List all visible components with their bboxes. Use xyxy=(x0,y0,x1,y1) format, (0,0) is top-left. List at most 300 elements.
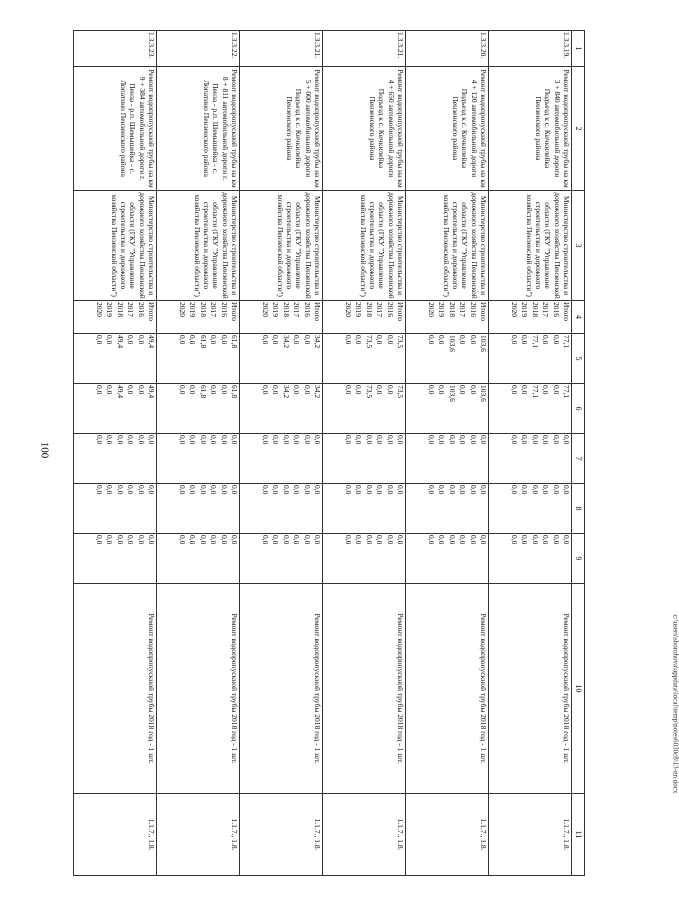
amount-cell-group xyxy=(406,334,489,384)
year-cell: Итого xyxy=(396,302,405,321)
year-cell: 2020 xyxy=(343,302,353,317)
amount-cell: 0,0 xyxy=(302,485,312,495)
year-cell: 2019 xyxy=(437,302,447,317)
year-cell-group xyxy=(406,301,489,334)
amount-cell: 0,0 xyxy=(343,335,353,345)
amount-cell-group xyxy=(74,334,157,384)
header-cell: 2 xyxy=(572,67,585,191)
amount-cell: 0,0 xyxy=(364,485,374,495)
amount-cell-group xyxy=(406,384,489,434)
amount-cell: 0,0 xyxy=(136,485,146,495)
item-description-cell: Ремонт водопропускной трубы на км 4 + 120 автомобильной дороги Подъезд к с. Кичкилейка Пензенского района xyxy=(406,67,489,191)
amount-cell: 0,0 xyxy=(354,535,364,545)
amount-cell: 0,0 xyxy=(198,535,208,545)
amount-cell: 61,8 xyxy=(230,385,239,399)
amount-cell: 0,0 xyxy=(468,535,478,545)
amount-cell: 0,0 xyxy=(530,535,540,545)
amount-cell: 103,6 xyxy=(479,335,488,352)
amount-cell: 0,0 xyxy=(520,485,530,495)
year-cell-group xyxy=(489,301,572,334)
amount-cell: 0,0 xyxy=(271,385,281,395)
header-cell: 6 xyxy=(572,384,585,434)
year-cell: 2017 xyxy=(126,302,136,317)
amount-cell: 0,0 xyxy=(260,335,270,345)
amount-cell: 0,0 xyxy=(302,435,312,445)
amount-cell: 0,0 xyxy=(551,335,561,345)
year-cell: 2020 xyxy=(260,302,270,317)
result-cell: Ремонт водопропускной трубы 2018 год - 1 шт. xyxy=(489,584,572,794)
table-row xyxy=(74,31,157,876)
header-cell: 5 xyxy=(572,334,585,384)
amount-cell: 0,0 xyxy=(468,335,478,345)
table-body xyxy=(74,31,585,876)
indicators-cell: 1.1.7., 1.8. xyxy=(157,794,240,876)
amount-cell: 0,0 xyxy=(94,485,104,495)
amount-cell: 49,4 xyxy=(115,335,125,349)
item-description-cell: Ремонт водопропускной трубы на км 5 + 000 автомобильной дороги Подъезд к с. Кичкилейка Пензенского района xyxy=(240,67,323,191)
year-cell: 2018 xyxy=(281,302,291,317)
amount-cell: 0,0 xyxy=(292,485,302,495)
amount-cell: 0,0 xyxy=(541,435,551,445)
amount-cell: 0,0 xyxy=(136,535,146,545)
amount-cell: 0,0 xyxy=(302,335,312,345)
amount-cell: 0,0 xyxy=(198,435,208,445)
year-cell: 2016 xyxy=(551,302,561,317)
item-code-cell: 1.3.3.23. xyxy=(74,31,157,67)
amount-cell: 0,0 xyxy=(188,535,198,545)
amount-cell: 0,0 xyxy=(354,485,364,495)
amount-cell: 49,4 xyxy=(147,385,156,399)
amount-cell: 0,0 xyxy=(126,485,136,495)
year-cell: 2020 xyxy=(177,302,187,317)
year-cell: Итого xyxy=(562,302,571,321)
amount-cell: 0,0 xyxy=(147,535,156,545)
amount-cell: 73,5 xyxy=(364,335,374,349)
header-cell: 3 xyxy=(572,191,585,301)
executor-cell: Министерство строительства и дорожного хозяйства Пензенской области (ГКУ "Управление строительства и дорожного хозяйства Пензенской области") xyxy=(489,191,572,301)
amount-cell: 0,0 xyxy=(136,335,146,345)
amount-cell: 0,0 xyxy=(292,335,302,345)
amount-cell: 34,2 xyxy=(313,385,322,399)
item-description-cell: Ремонт водопропускной трубы на км 8 + 811 автомобильной дороги г. Пенза - р.п. Шемышейка - с. Лопатино Пензенского района xyxy=(157,67,240,191)
year-cell: 2016 xyxy=(302,302,312,317)
header-cell: 11 xyxy=(572,794,585,876)
amount-cell: 0,0 xyxy=(437,535,447,545)
amount-cell: 0,0 xyxy=(396,485,405,495)
result-cell: Ремонт водопропускной трубы 2018 год - 1 шт. xyxy=(406,584,489,794)
amount-cell: 0,0 xyxy=(479,435,488,445)
amount-cell: 0,0 xyxy=(313,485,322,495)
amount-cell: 0,0 xyxy=(541,485,551,495)
year-cell: 2017 xyxy=(458,302,468,317)
indicators-cell: 1.1.7., 1.8. xyxy=(323,794,406,876)
amount-cell: 34,2 xyxy=(313,335,322,349)
amount-cell: 0,0 xyxy=(426,385,436,395)
amount-cell: 0,0 xyxy=(396,535,405,545)
amount-cell: 73,5 xyxy=(396,335,405,349)
amount-cell: 34,2 xyxy=(281,385,291,399)
table-row xyxy=(489,31,572,876)
year-cell: 2016 xyxy=(385,302,395,317)
amount-cell: 0,0 xyxy=(292,385,302,395)
amount-cell-group xyxy=(240,434,323,484)
amount-cell: 0,0 xyxy=(94,385,104,395)
amount-cell: 0,0 xyxy=(281,435,291,445)
amount-cell: 0,0 xyxy=(562,485,571,495)
year-cell: 2019 xyxy=(354,302,364,317)
amount-cell: 77,1 xyxy=(530,385,540,399)
result-cell: Ремонт водопропускной трубы 2018 год - 1 шт. xyxy=(157,584,240,794)
result-cell: Ремонт водопропускной трубы 2018 год - 1 шт. xyxy=(240,584,323,794)
amount-cell: 77,1 xyxy=(562,385,571,399)
amount-cell: 0,0 xyxy=(313,435,322,445)
amount-cell: 0,0 xyxy=(136,385,146,395)
amount-cell-group xyxy=(74,434,157,484)
amount-cell: 0,0 xyxy=(105,435,115,445)
amount-cell: 0,0 xyxy=(520,335,530,345)
amount-cell-group xyxy=(157,384,240,434)
amount-cell: 0,0 xyxy=(458,535,468,545)
amount-cell: 0,0 xyxy=(375,335,385,345)
amount-cell: 61,8 xyxy=(198,385,208,399)
amount-cell-group xyxy=(240,334,323,384)
result-cell: Ремонт водопропускной трубы 2018 год - 1 шт. xyxy=(323,584,406,794)
item-code-cell: 1.3.3.21. xyxy=(240,31,323,67)
amount-cell: 0,0 xyxy=(126,335,136,345)
amount-cell: 0,0 xyxy=(343,485,353,495)
amount-cell: 0,0 xyxy=(271,535,281,545)
amount-cell-group xyxy=(240,534,323,584)
amount-cell: 0,0 xyxy=(292,435,302,445)
amount-cell: 0,0 xyxy=(509,535,519,545)
amount-cell: 0,0 xyxy=(458,435,468,445)
year-cell: 2018 xyxy=(364,302,374,317)
amount-cell: 0,0 xyxy=(188,385,198,395)
amount-cell: 0,0 xyxy=(426,535,436,545)
amount-cell: 0,0 xyxy=(385,485,395,495)
amount-cell: 0,0 xyxy=(209,435,219,445)
executor-cell: Министерство строительства и дорожного хозяйства Пензенской области (ГКУ "Управление строительства и дорожного хозяйства Пензенской области") xyxy=(157,191,240,301)
year-cell: Итого xyxy=(479,302,488,321)
year-cell: 2019 xyxy=(188,302,198,317)
executor-cell: Министерство строительства и дорожного хозяйства Пензенской области (ГКУ "Управление строительства и дорожного хозяйства Пензенской области") xyxy=(406,191,489,301)
amount-cell: 0,0 xyxy=(468,485,478,495)
amount-cell: 0,0 xyxy=(562,435,571,445)
amount-cell: 0,0 xyxy=(126,385,136,395)
amount-cell: 0,0 xyxy=(520,385,530,395)
header-cell: 7 xyxy=(572,434,585,484)
year-cell: 2020 xyxy=(509,302,519,317)
amount-cell: 103,6 xyxy=(447,335,457,352)
amount-cell: 0,0 xyxy=(115,485,125,495)
amount-cell: 0,0 xyxy=(354,335,364,345)
amount-cell: 0,0 xyxy=(260,485,270,495)
amount-cell: 0,0 xyxy=(188,435,198,445)
amount-cell-group xyxy=(406,484,489,534)
amount-cell-group xyxy=(323,434,406,484)
amount-cell: 0,0 xyxy=(126,535,136,545)
table-row xyxy=(240,31,323,876)
indicators-cell: 1.1.7., 1.8. xyxy=(489,794,572,876)
amount-cell: 0,0 xyxy=(209,535,219,545)
amount-cell: 0,0 xyxy=(271,485,281,495)
amount-cell: 0,0 xyxy=(219,335,229,345)
table-row xyxy=(406,31,489,876)
table-container xyxy=(75,30,585,875)
amount-cell: 0,0 xyxy=(509,485,519,495)
amount-cell: 0,0 xyxy=(447,485,457,495)
year-cell: 2019 xyxy=(105,302,115,317)
year-cell: 2016 xyxy=(136,302,146,317)
amount-cell: 0,0 xyxy=(147,485,156,495)
amount-cell-group xyxy=(489,334,572,384)
amount-cell: 0,0 xyxy=(375,385,385,395)
amount-cell: 0,0 xyxy=(509,335,519,345)
amount-cell: 0,0 xyxy=(219,385,229,395)
amount-cell-group xyxy=(323,334,406,384)
amount-cell: 61,8 xyxy=(230,335,239,349)
rotated-table-area xyxy=(75,30,585,875)
amount-cell: 0,0 xyxy=(385,385,395,395)
amount-cell: 0,0 xyxy=(479,485,488,495)
amount-cell: 0,0 xyxy=(458,335,468,345)
amount-cell: 0,0 xyxy=(177,485,187,495)
year-cell: 2020 xyxy=(426,302,436,317)
header-cell: 8 xyxy=(572,484,585,534)
amount-cell: 0,0 xyxy=(437,435,447,445)
amount-cell-group xyxy=(157,484,240,534)
table-row xyxy=(323,31,406,876)
amount-cell-group xyxy=(406,534,489,584)
item-code-cell: 1.3.3.22. xyxy=(157,31,240,67)
amount-cell: 0,0 xyxy=(177,385,187,395)
year-cell-group xyxy=(157,301,240,334)
amount-cell: 0,0 xyxy=(354,435,364,445)
page-number: 100 xyxy=(38,441,51,459)
amount-cell: 77,1 xyxy=(562,335,571,349)
amount-cell: 49,4 xyxy=(115,385,125,399)
amount-cell-group xyxy=(74,534,157,584)
year-cell: 2019 xyxy=(271,302,281,317)
amount-cell: 0,0 xyxy=(458,485,468,495)
amount-cell: 0,0 xyxy=(364,535,374,545)
amount-cell-group xyxy=(240,484,323,534)
amount-cell: 0,0 xyxy=(426,335,436,345)
amount-cell: 0,0 xyxy=(541,385,551,395)
amount-cell: 0,0 xyxy=(437,385,447,395)
amount-cell: 0,0 xyxy=(520,435,530,445)
amount-cell: 0,0 xyxy=(281,485,291,495)
amount-cell-group xyxy=(157,434,240,484)
amount-cell: 0,0 xyxy=(94,435,104,445)
amount-cell: 0,0 xyxy=(313,535,322,545)
year-cell: Итого xyxy=(147,302,156,321)
amount-cell: 0,0 xyxy=(343,435,353,445)
amount-cell: 0,0 xyxy=(530,435,540,445)
amount-cell: 0,0 xyxy=(343,535,353,545)
year-cell-group xyxy=(74,301,157,334)
item-code-cell: 1.3.3.21. xyxy=(323,31,406,67)
amount-cell: 77,1 xyxy=(530,335,540,349)
amount-cell-group xyxy=(323,534,406,584)
file-path-footer: c:\users\shorohova\appdata\local\temp\notes6030c8\13-nn.docx xyxy=(671,614,679,794)
year-cell: 2017 xyxy=(541,302,551,317)
amount-cell-group xyxy=(323,484,406,534)
indicators-cell: 1.1.7., 1.8. xyxy=(74,794,157,876)
amount-cell: 0,0 xyxy=(437,335,447,345)
amount-cell: 0,0 xyxy=(177,535,187,545)
year-cell: 2018 xyxy=(198,302,208,317)
amount-cell: 0,0 xyxy=(385,535,395,545)
amount-cell: 0,0 xyxy=(468,435,478,445)
amount-cell-group xyxy=(74,484,157,534)
amount-cell: 73,5 xyxy=(364,385,374,399)
amount-cell: 0,0 xyxy=(468,385,478,395)
amount-cell-group xyxy=(406,434,489,484)
amount-cell: 0,0 xyxy=(437,485,447,495)
year-cell: 2018 xyxy=(115,302,125,317)
amount-cell: 0,0 xyxy=(188,335,198,345)
amount-cell: 0,0 xyxy=(177,435,187,445)
amount-cell-group xyxy=(74,384,157,434)
amount-cell: 0,0 xyxy=(354,385,364,395)
amount-cell: 0,0 xyxy=(375,435,385,445)
amount-cell: 0,0 xyxy=(551,535,561,545)
amount-cell: 0,0 xyxy=(115,435,125,445)
amount-cell: 0,0 xyxy=(375,535,385,545)
amount-cell-group xyxy=(489,384,572,434)
executor-cell: Министерство строительства и дорожного хозяйства Пензенской области (ГКУ "Управление строительства и дорожного хозяйства Пензенской области") xyxy=(74,191,157,301)
header-row xyxy=(572,31,585,876)
amount-cell: 0,0 xyxy=(198,485,208,495)
program-table xyxy=(73,30,585,876)
amount-cell: 0,0 xyxy=(541,535,551,545)
amount-cell: 0,0 xyxy=(136,435,146,445)
indicators-cell: 1.1.7., 1.8. xyxy=(406,794,489,876)
amount-cell: 0,0 xyxy=(115,535,125,545)
amount-cell: 0,0 xyxy=(260,385,270,395)
amount-cell-group xyxy=(157,534,240,584)
amount-cell: 0,0 xyxy=(551,385,561,395)
amount-cell: 0,0 xyxy=(260,535,270,545)
amount-cell: 0,0 xyxy=(551,485,561,495)
year-cell: 2016 xyxy=(219,302,229,317)
amount-cell: 0,0 xyxy=(105,385,115,395)
amount-cell: 0,0 xyxy=(375,485,385,495)
amount-cell: 0,0 xyxy=(396,435,405,445)
amount-cell: 0,0 xyxy=(541,335,551,345)
year-cell: 2017 xyxy=(292,302,302,317)
amount-cell: 103,6 xyxy=(479,385,488,402)
amount-cell: 0,0 xyxy=(219,485,229,495)
year-cell: 2016 xyxy=(468,302,478,317)
amount-cell: 0,0 xyxy=(458,385,468,395)
amount-cell: 0,0 xyxy=(219,535,229,545)
year-cell-group xyxy=(323,301,406,334)
item-description-cell: Ремонт водопропускной трубы на км 3 + 840 автомобильной дороги Подъезд к с. Кичкилейка Пензенского района xyxy=(489,67,572,191)
amount-cell: 0,0 xyxy=(230,485,239,495)
amount-cell: 0,0 xyxy=(209,485,219,495)
amount-cell: 0,0 xyxy=(105,485,115,495)
amount-cell: 0,0 xyxy=(302,385,312,395)
header-cell: 10 xyxy=(572,584,585,794)
amount-cell: 0,0 xyxy=(209,385,219,395)
amount-cell: 0,0 xyxy=(509,435,519,445)
year-cell: 2018 xyxy=(447,302,457,317)
amount-cell: 0,0 xyxy=(94,535,104,545)
amount-cell: 0,0 xyxy=(509,385,519,395)
amount-cell: 73,5 xyxy=(396,385,405,399)
amount-cell-group xyxy=(240,384,323,434)
amount-cell: 0,0 xyxy=(530,485,540,495)
amount-cell: 61,8 xyxy=(198,335,208,349)
indicators-cell: 1.1.7., 1.8. xyxy=(240,794,323,876)
table-row xyxy=(157,31,240,876)
item-code-cell: 1.3.3.19. xyxy=(489,31,572,67)
result-cell: Ремонт водопропускной трубы 2018 год - 1 шт. xyxy=(74,584,157,794)
year-cell: 2020 xyxy=(94,302,104,317)
amount-cell: 0,0 xyxy=(260,435,270,445)
amount-cell: 0,0 xyxy=(219,435,229,445)
year-cell-group xyxy=(240,301,323,334)
amount-cell: 34,2 xyxy=(281,335,291,349)
amount-cell: 0,0 xyxy=(94,335,104,345)
item-code-cell: 1.3.3.20. xyxy=(406,31,489,67)
amount-cell: 0,0 xyxy=(479,535,488,545)
amount-cell: 0,0 xyxy=(447,435,457,445)
amount-cell: 0,0 xyxy=(562,535,571,545)
header-cell: 1 xyxy=(572,31,585,67)
amount-cell: 0,0 xyxy=(271,335,281,345)
amount-cell: 0,0 xyxy=(105,535,115,545)
amount-cell-group xyxy=(323,384,406,434)
item-description-cell: Ремонт водопропускной трубы на км 9 + 384 автомобильной дороги г. Пенза - р.п. Шемышейка - с. Лопатино Пензенского района xyxy=(74,67,157,191)
amount-cell: 103,6 xyxy=(447,385,457,402)
executor-cell: Министерство строительства и дорожного хозяйства Пензенской области (ГКУ "Управление строительства и дорожного хозяйства Пензенской области") xyxy=(240,191,323,301)
year-cell: 2017 xyxy=(209,302,219,317)
header-cell: 4 xyxy=(572,301,585,334)
amount-cell: 0,0 xyxy=(302,535,312,545)
amount-cell: 0,0 xyxy=(426,435,436,445)
amount-cell-group xyxy=(157,334,240,384)
header-cell: 9 xyxy=(572,534,585,584)
amount-cell: 0,0 xyxy=(343,385,353,395)
amount-cell: 0,0 xyxy=(126,435,136,445)
amount-cell: 0,0 xyxy=(551,435,561,445)
amount-cell: 0,0 xyxy=(271,435,281,445)
amount-cell: 0,0 xyxy=(230,535,239,545)
amount-cell: 0,0 xyxy=(188,485,198,495)
amount-cell: 0,0 xyxy=(177,335,187,345)
amount-cell-group xyxy=(489,534,572,584)
amount-cell: 0,0 xyxy=(385,335,395,345)
year-cell: 2017 xyxy=(375,302,385,317)
year-cell: Итого xyxy=(230,302,239,321)
amount-cell: 49,4 xyxy=(147,335,156,349)
amount-cell: 0,0 xyxy=(385,435,395,445)
amount-cell: 0,0 xyxy=(447,535,457,545)
amount-cell: 0,0 xyxy=(281,535,291,545)
amount-cell: 0,0 xyxy=(292,535,302,545)
amount-cell: 0,0 xyxy=(364,435,374,445)
amount-cell: 0,0 xyxy=(520,535,530,545)
amount-cell: 0,0 xyxy=(426,485,436,495)
item-description-cell: Ремонт водопропускной трубы на км 4 + 650 автомобильной дороги Подъезд к с. Кичкилейка Пензенского района xyxy=(323,67,406,191)
amount-cell: 0,0 xyxy=(230,435,239,445)
amount-cell: 0,0 xyxy=(105,335,115,345)
amount-cell: 0,0 xyxy=(209,335,219,345)
executor-cell: Министерство строительства и дорожного хозяйства Пензенской области (ГКУ "Управление строительства и дорожного хозяйства Пензенской области") xyxy=(323,191,406,301)
